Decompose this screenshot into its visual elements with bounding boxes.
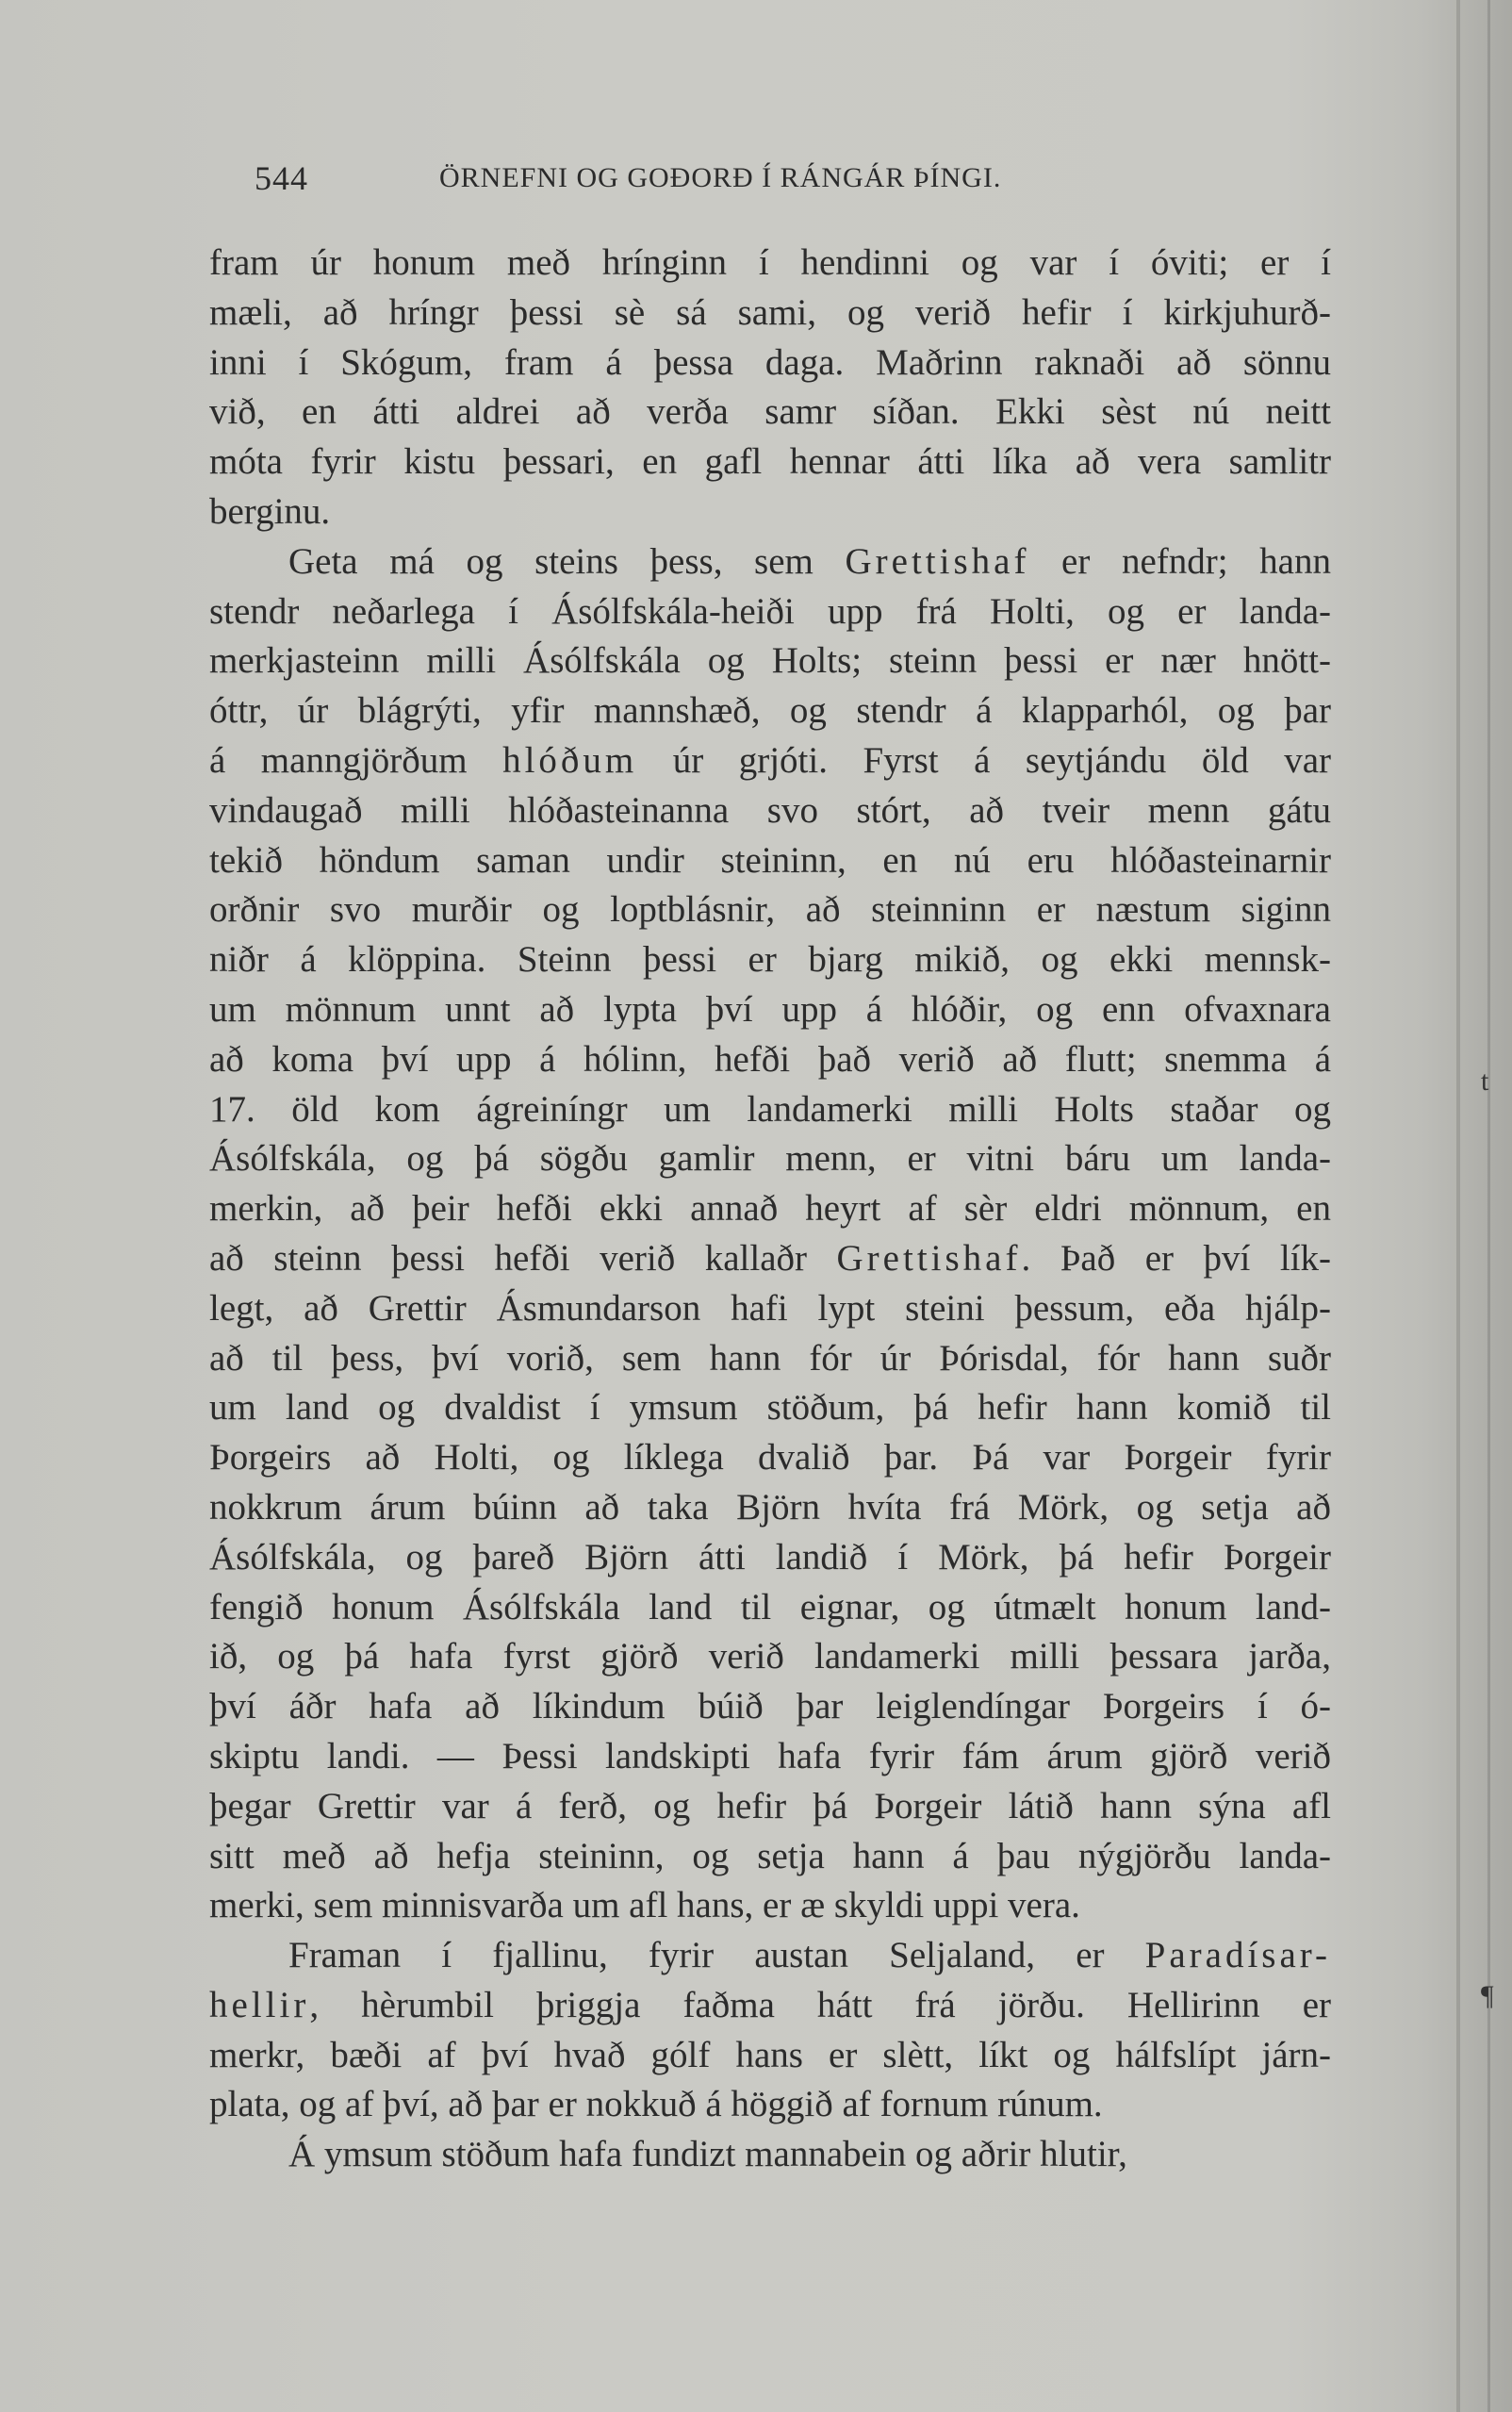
text-line: þegar Grettir var á ferð, og hefir þá Þorgeir látið hann sýna afl <box>209 1785 1331 1826</box>
page-edge-shadow <box>1487 0 1490 2412</box>
text-line: að til þess, því vorið, sem hann fór úr Þórisdal, fór hann suðr <box>209 1337 1331 1379</box>
text-line <box>209 537 1331 587</box>
text-fragment: er nefndr; hann <box>1029 540 1331 582</box>
page-edge <box>1456 0 1460 2412</box>
text-line: Ásólfskála, og þá sögðu gamlir menn, er vitni báru um landa- <box>209 1138 1331 1180</box>
text-line: Á ymsum stöðum hafa fundizt mannabein og aðrir hlutir, <box>288 2134 1127 2175</box>
margin-mark: ¶ <box>1481 1980 1494 2011</box>
spaced-term: Grettishaf <box>836 1237 1022 1279</box>
text-line: stendr neðarlega í Ásólfskála-heiði upp frá Holti, og er landa- <box>209 590 1331 632</box>
text-line: plata, og af því, að þar er nokkuð á höggið af fornum rúnum. <box>209 2084 1103 2125</box>
text-line: legt, að Grettir Ásmundarson hafi lypt steini þessum, eða hjálp- <box>209 1287 1331 1329</box>
text-line: mæli, að hríngr þessi sè sá sami, og verið hefir í kirkjuhurð- <box>209 291 1331 333</box>
text-line: nokkrum árum búinn að taka Björn hvíta frá Mörk, og setja að <box>209 1486 1331 1528</box>
text-fragment: Geta má og steins þess, sem <box>288 540 846 582</box>
text-line: merkr, bæði af því hvað gólf hans er slètt, líkt og hálfslípt járn- <box>209 2034 1331 2075</box>
page-header <box>255 158 1197 206</box>
text-line <box>209 1234 1331 1284</box>
text-fragment: að steinn þessi hefði verið kallaðr <box>209 1237 837 1279</box>
text-fragment: á manngjörðum <box>209 739 503 781</box>
text-line: tekið höndum saman undir steininn, en nú eru hlóðasteinarnir <box>209 839 1331 881</box>
text-line: Þorgeirs að Holti, og líklega dvalið þar. Þá var Þorgeir fyrir <box>209 1437 1331 1479</box>
text-line <box>209 1931 1331 1981</box>
text-line: sitt með að hefja steininn, og setja hann á þau nýgjörðu landa- <box>209 1835 1331 1876</box>
text-fragment: úr grjóti. Fyrst á seytjándu öld var <box>637 739 1331 781</box>
text-line: skiptu landi. — Þessi landskipti hafa fyrir fám árum gjörð verið <box>209 1735 1331 1776</box>
text-line: merkin, að þeir hefði ekki annað heyrt af sèr eldri mönnum, en <box>209 1188 1331 1230</box>
margin-mark: t <box>1481 1066 1489 1097</box>
spaced-term: hlóðum <box>502 739 638 781</box>
text-line: merki, sem minnisvarða um afl hans, er æ skyldi uppi vera. <box>209 1885 1080 1926</box>
text-line: berginu. <box>209 490 331 532</box>
text-line: orðnir svo murðir og loptblásnir, að steinninn er næstum siginn <box>209 889 1331 931</box>
text-line <box>209 1981 1331 2031</box>
text-line: óttr, úr blágrýti, yfir mannshæð, og stendr á klapparhól, og þar <box>209 690 1331 732</box>
text-fragment: Framan í fjallinu, fyrir austan Seljaland, er <box>288 1935 1145 1976</box>
text-line: ið, og þá hafa fyrst gjörð verið landamerki milli þessara jarða, <box>209 1636 1331 1677</box>
text-line: um land og dvaldist í ymsum stöðum, þá hefir hann komið til <box>209 1387 1331 1429</box>
page-number: 544 <box>255 159 308 197</box>
text-line: Ásólfskála, og þareð Björn átti landið í Mörk, þá hefir Þorgeir <box>209 1536 1331 1578</box>
text-fragment: , hèrumbil þriggja faðma hátt frá jörðu. Hellirinn er <box>309 1984 1331 2025</box>
text-line: um mönnum unnt að lypta því upp á hlóðir, og enn ofvaxnara <box>209 988 1331 1030</box>
text-line: því áðr hafa að líkindum búið þar leiglendíngar Þorgeirs í ó- <box>209 1686 1331 1727</box>
running-head: ÖRNEFNI OG GOÐORÐ Í RÁNGÁR ÞÍNGI. <box>439 162 1002 193</box>
text-line: fram úr honum með hrínginn í hendinni og var í óviti; er í <box>209 242 1331 283</box>
text-line: niðr á klöppina. Steinn þessi er bjarg mikið, og ekki mennsk- <box>209 939 1331 981</box>
text-line: að koma því upp á hólinn, hefði það verið að flutt; snemma á <box>209 1038 1331 1080</box>
body-text <box>209 239 1331 2180</box>
text-line: merkjasteinn milli Ásólfskála og Holts; steinn þessi er nær hnött- <box>209 640 1331 682</box>
text-line: við, en átti aldrei að verða samr síðan. Ekki sèst nú neitt <box>209 391 1331 433</box>
text-line: fengið honum Ásólfskála land til eignar, og útmælt honum land- <box>209 1586 1331 1627</box>
text-line: móta fyrir kistu þessari, en gafl hennar átti líka að vera samlitr <box>209 441 1331 483</box>
spaced-term: Grettishaf <box>845 540 1030 582</box>
spaced-term: Paradísar- <box>1144 1935 1331 1976</box>
text-line: inni í Skógum, fram á þessa daga. Maðrinn raknaði að sönnu <box>209 341 1331 383</box>
spaced-term: hellir <box>209 1984 310 2025</box>
text-fragment: . Það er því lík- <box>1021 1237 1332 1279</box>
text-line: vindaugað milli hlóðasteinanna svo stórt, að tveir menn gátu <box>209 789 1331 831</box>
text-line <box>209 736 1331 786</box>
text-line: 17. öld kom ágreiníngr um landamerki milli Holts staðar og <box>209 1088 1331 1130</box>
